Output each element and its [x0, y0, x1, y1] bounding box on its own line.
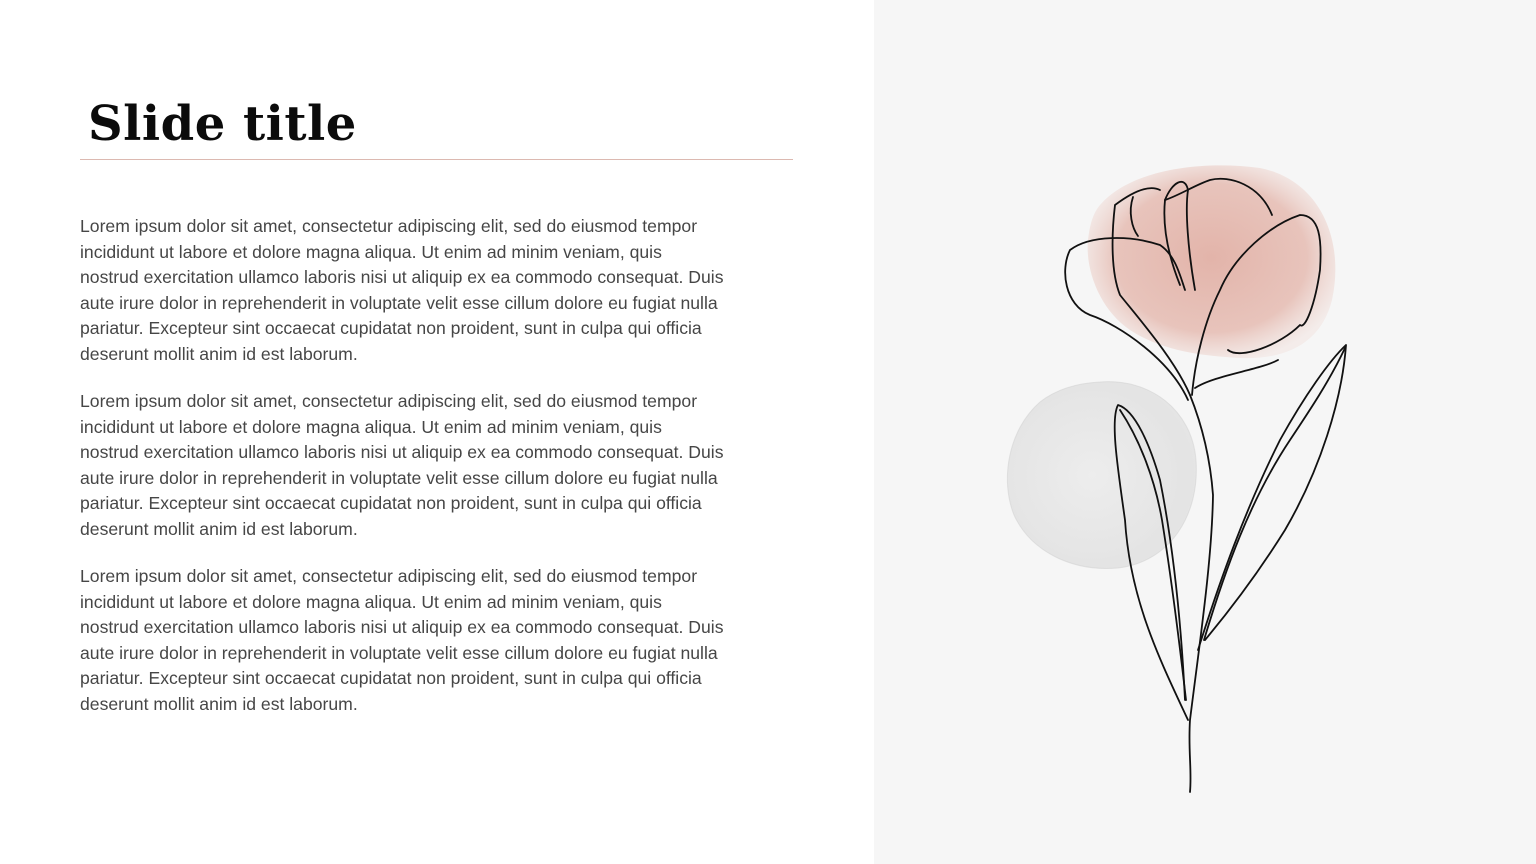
tulip-line-art-icon — [990, 150, 1370, 810]
paragraph-3 — [80, 564, 800, 717]
text-line: nostrud exercitation ullamco laboris nisi ut aliquip ex ea commodo consequat. Duis — [80, 617, 724, 637]
text-line: incididunt ut labore et dolore magna aliqua. Ut enim ad minim veniam, quis — [80, 591, 662, 612]
text-line: deserunt mollit anim id est laborum. — [80, 693, 358, 714]
text-line: Lorem ipsum dolor sit amet, consectetur adipiscing elit, sed do eiusmod tempor — [80, 566, 698, 586]
text-line: Lorem ipsum dolor sit amet, consectetur adipiscing elit, sed do eiusmod tempor — [80, 391, 698, 411]
blush-watercolor-blob — [1088, 165, 1336, 358]
text-line: incididunt ut labore et dolore magna aliqua. Ut enim ad minim veniam, quis — [80, 416, 662, 437]
text-line: nostrud exercitation ullamco laboris nisi ut aliquip ex ea commodo consequat. Duis — [80, 267, 724, 287]
text-line: incididunt ut labore et dolore magna aliqua. Ut enim ad minim veniam, quis — [80, 241, 662, 262]
text-line: deserunt mollit anim id est laborum. — [80, 518, 358, 539]
paragraph-2 — [80, 389, 800, 542]
text-line: Lorem ipsum dolor sit amet, consectetur adipiscing elit, sed do eiusmod tempor — [80, 216, 698, 236]
slide-title: Slide title — [88, 96, 357, 152]
text-line: aute irure dolor in reprehenderit in voluptate velit esse cillum dolore eu fugiat nulla — [80, 642, 718, 663]
paragraph-1 — [80, 214, 800, 367]
body-text — [80, 214, 800, 739]
text-line: pariatur. Excepteur sint occaecat cupidatat non proident, sunt in culpa qui officia — [80, 318, 702, 338]
gray-watercolor-circle — [1007, 382, 1196, 569]
text-line: deserunt mollit anim id est laborum. — [80, 343, 358, 364]
text-line: nostrud exercitation ullamco laboris nisi ut aliquip ex ea commodo consequat. Duis — [80, 442, 724, 462]
text-line: aute irure dolor in reprehenderit in voluptate velit esse cillum dolore eu fugiat nulla — [80, 467, 718, 488]
text-line: pariatur. Excepteur sint occaecat cupidatat non proident, sunt in culpa qui officia — [80, 493, 702, 513]
title-divider — [80, 159, 793, 160]
text-line: aute irure dolor in reprehenderit in voluptate velit esse cillum dolore eu fugiat nulla — [80, 292, 718, 313]
text-line: pariatur. Excepteur sint occaecat cupidatat non proident, sunt in culpa qui officia — [80, 668, 702, 688]
